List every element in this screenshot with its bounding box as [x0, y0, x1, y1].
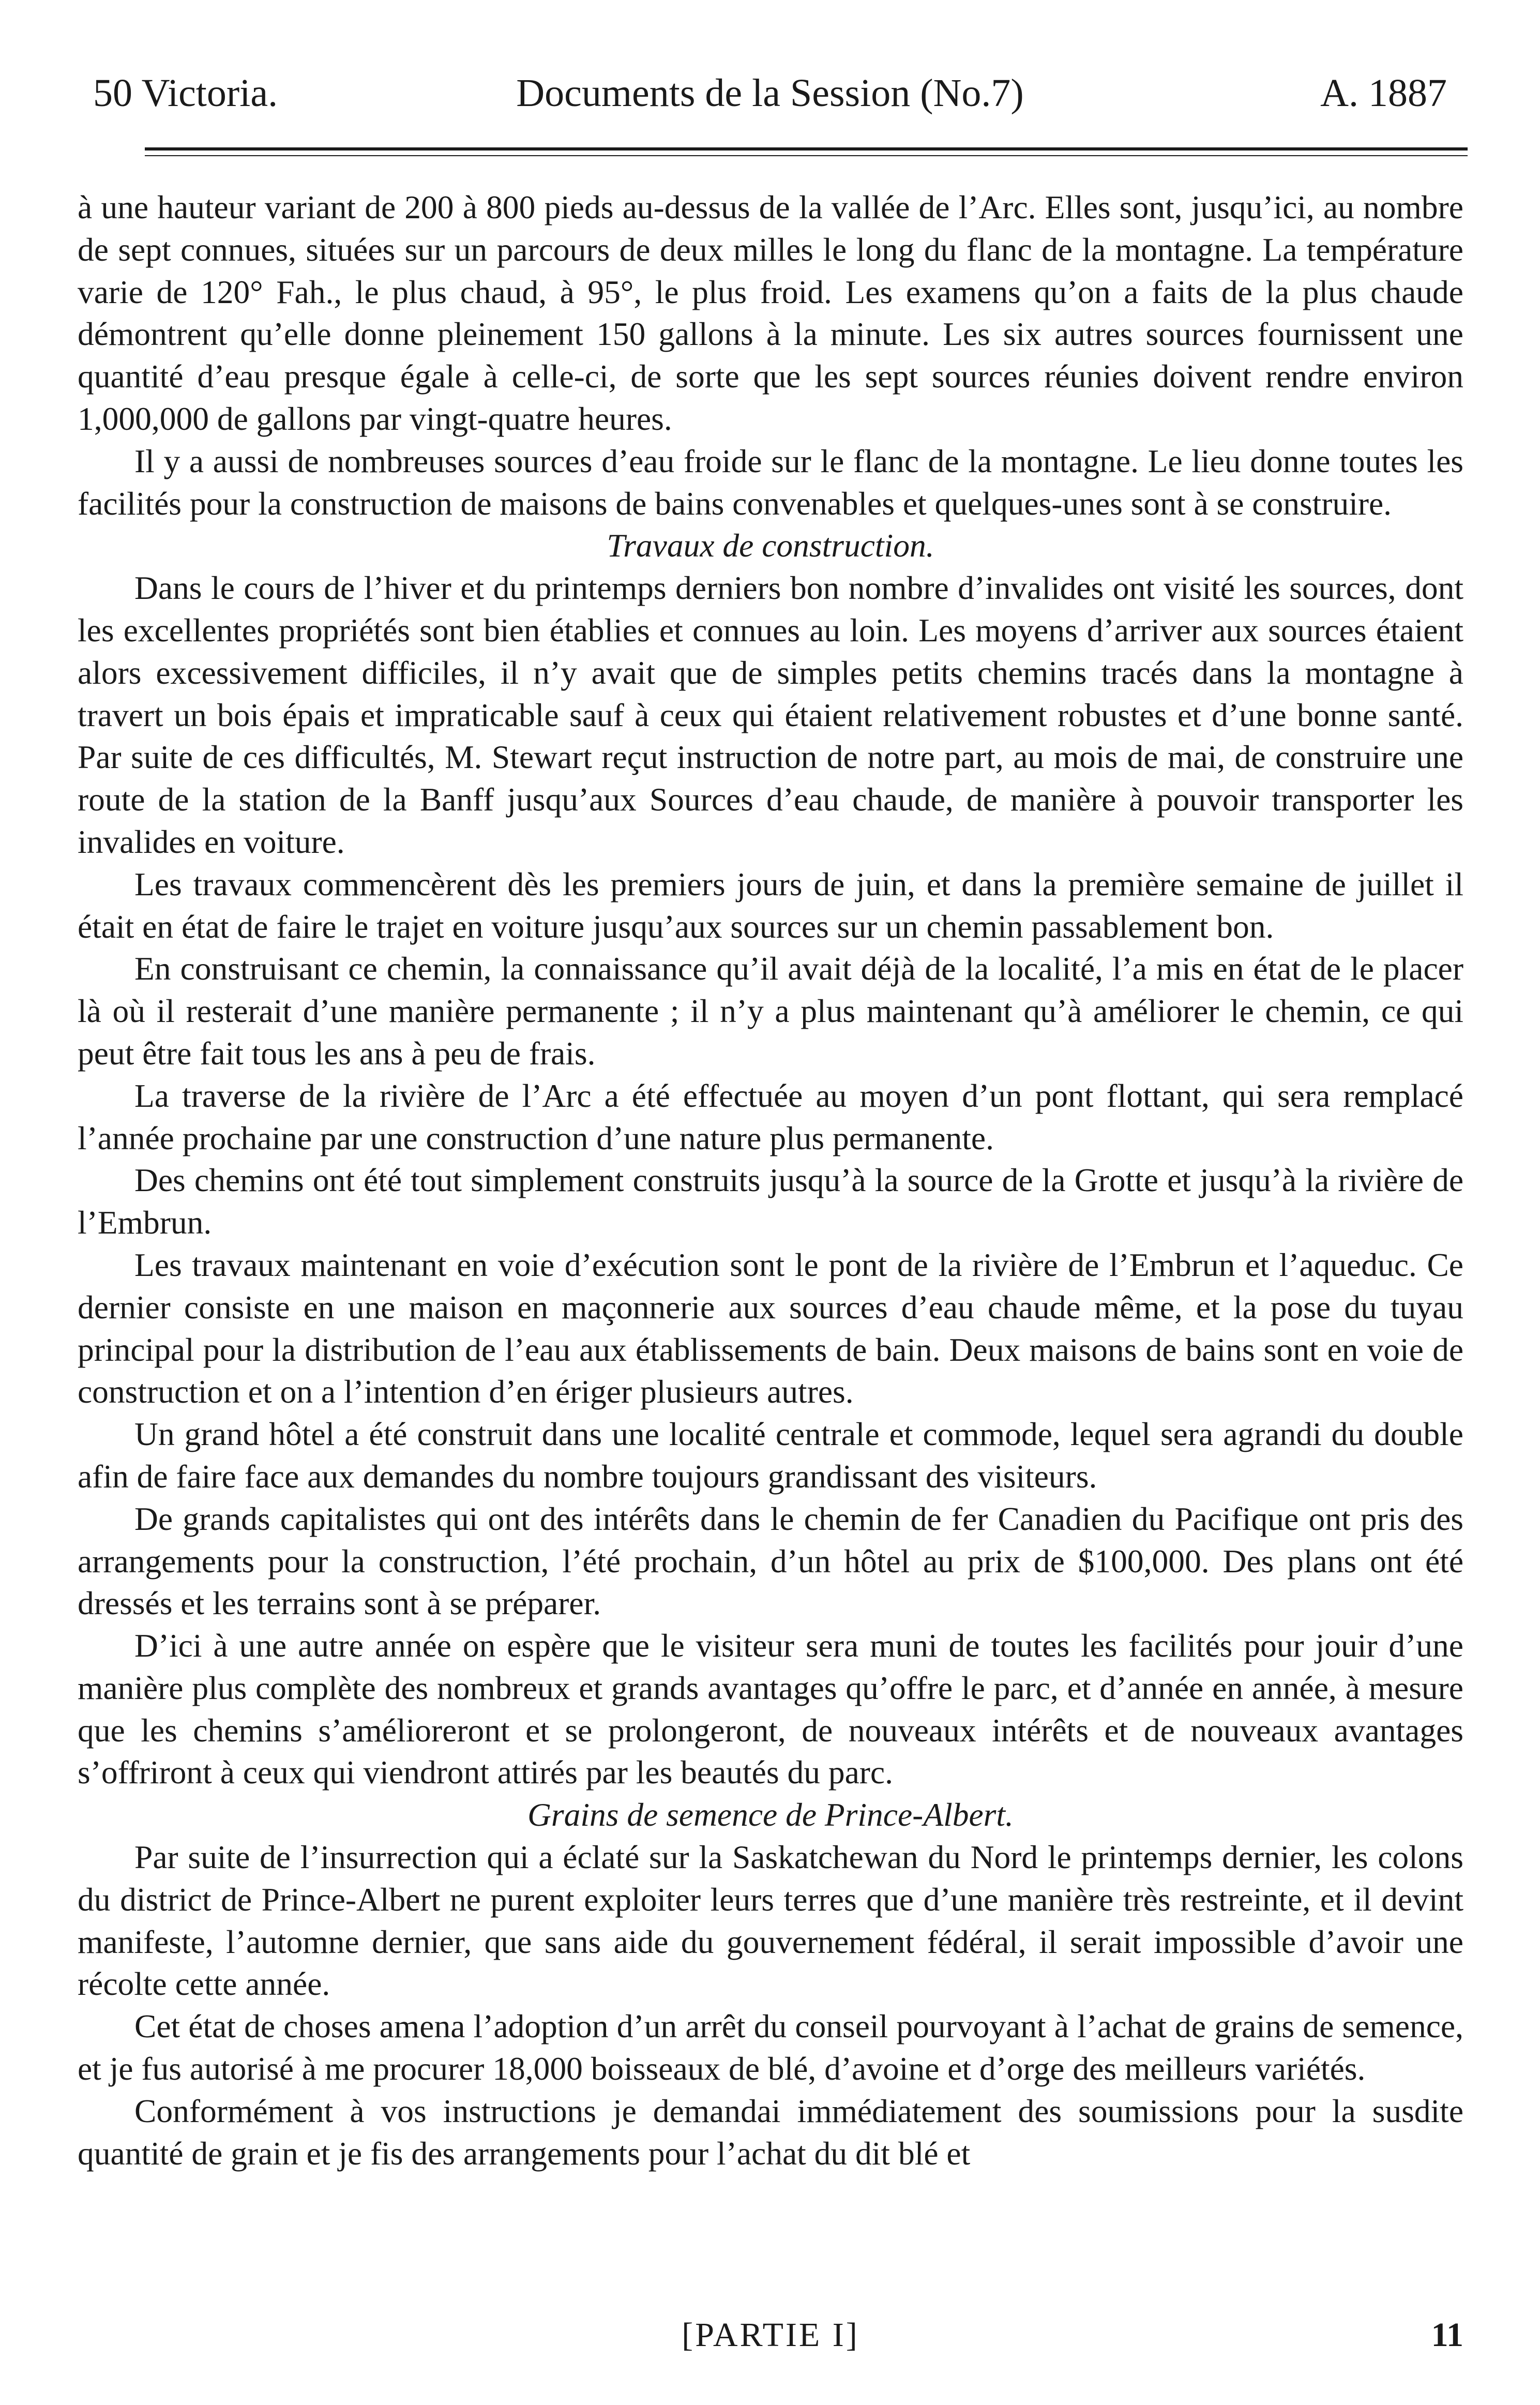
- paragraph: Cet état de choses amena l’adoption d’un arrêt du conseil pourvoyant à l’achat de grains de semence, et je fus autorisé à me procurer 18,000 boisseaux de blé, d’avoine et d’orge des meilleurs variétés.: [78, 2008, 1463, 2087]
- paragraph: La traverse de la rivière de l’Arc a été effectuée au moyen d’un pont flottant, qui sera remplacé l’année prochaine par une construction d’une nature plus permanente.: [78, 1077, 1463, 1156]
- header-title: Documents de la Session (No.7): [516, 71, 1024, 115]
- paragraph: En construisant ce chemin, la connaissance qu’il avait déjà de la localité, l’a mis en état de le placer là où il resterait d’une manière permanente ; il n’y a plus maintenant qu’à améliorer le chemin, ce qui peut être fait tous les ans à peu de frais.: [78, 950, 1463, 1072]
- paragraph: Il y a aussi de nombreuses sources d’eau froide sur le flanc de la montagne. Le lieu donne toutes les facilités pour la construction de maisons de bains convenables et quelques-unes sont à se construire.: [78, 442, 1463, 522]
- page-footer: [78, 2312, 1463, 2358]
- paragraph: De grands capitalistes qui ont des intérêts dans le chemin de fer Canadien du Pacifique ont pris des arrangements pour la construction, l’été prochain, d’un hôtel au prix de $100,000. Des plans ont été dressés et les terrains sont à se préparer.: [78, 1500, 1463, 1622]
- paragraph: D’ici à une autre année on espère que le visiteur sera muni de toutes les facilités pour jouir d’une manière plus complète des nombreux et grands avantages qu’offre le parc, et d’année en année, à mesure que les chemins s’amélioreront et se prolongeront, de nouveaux intérêts et de nouveaux avantages s’offriront à ceux qui viendront attirés par les beautés du parc.: [78, 1627, 1463, 1791]
- page-number: 11: [1431, 2316, 1463, 2354]
- header-volume: 50 Victoria.: [93, 71, 278, 115]
- paragraph: Dans le cours de l’hiver et du printemps derniers bon nombre d’invalides ont visité les sources, dont les excellentes propriétés sont bien établies et connues au loin. Les moyens d’arriver aux sources étaient alors excessivement difficiles, il n’y avait que de simples petits chemins tracés dans la montagne à travert un bois épais et impraticable sauf à ceux qui étaient relativement robustes et d’une bonne santé. Par suite de ces difficultés, M. Stewart reçut instruction de notre part, au mois de mai, de construire une route de la station de la Banff jusqu’aux Sources d’eau chaude, de manière à pouvoir transporter les invalides en voiture.: [78, 569, 1463, 860]
- header-year: A. 1887: [1320, 71, 1447, 115]
- paragraph: Conformément à vos instructions je demandai immédiatement des soumissions pour la susdite quantité de grain et je fis des arrangements pour l’achat du dit blé et: [78, 2092, 1463, 2172]
- document-body: [78, 186, 1463, 2174]
- section-heading: Grains de semence de Prince-Albert.: [527, 1796, 1014, 1833]
- paragraph: Par suite de l’insurrection qui a éclaté sur la Saskatchewan du Nord le printemps dernier, les colons du district de Prince-Albert ne purent exploiter leurs terres que d’une manière très restreinte, et il devint manifeste, l’automne dernier, que sans aide du gouvernement fédéral, il serait impossible d’avoir une récolte cette année.: [78, 1839, 1463, 2003]
- section-heading: Travaux de construction.: [607, 527, 934, 564]
- running-header: [72, 62, 1468, 124]
- paragraph: Des chemins ont été tout simplement construits jusqu’à la source de la Grotte et jusqu’à la rivière de l’Embrun.: [78, 1162, 1463, 1241]
- paragraph: à une hauteur variant de 200 à 800 pieds au-dessus de la vallée de l’Arc. Elles sont, jusqu’ici, au nombre de sept connues, situées sur un parcours de deux milles le long du flanc de la montagne. La température varie de 120° Fah., le plus chaud, à 95°, le plus froid. Les examens qu’on a faits de la plus chaude démontrent qu’elle donne pleinement 150 gallons à la minute. Les six autres sources fournissent une quantité d’eau presque égale à celle-ci, de sorte que les sept sources réunies doivent rendre environ 1,000,000 de gallons par vingt-quatre heures.: [78, 189, 1463, 437]
- header-rule-thin: [145, 155, 1468, 156]
- paragraph: Un grand hôtel a été construit dans une localité centrale et commode, lequel sera agrandi du double afin de faire face aux demandes du nombre toujours grandissant des visiteurs.: [78, 1416, 1463, 1495]
- paragraph: Les travaux commencèrent dès les premiers jours de juin, et dans la première semaine de juillet il était en état de faire le trajet en voiture jusqu’aux sources sur un chemin passablement bon.: [78, 865, 1463, 945]
- paragraph: Les travaux maintenant en voie d’exécution sont le pont de la rivière de l’Embrun et l’aqueduc. Ce dernier consiste en une maison en maçonnerie aux sources d’eau chaude même, et la pose du tuyau principal pour la distribution de l’eau aux établissements de bain. Deux maisons de bains sont en voie de construction et on a l’intention d’en ériger plusieurs autres.: [78, 1246, 1463, 1410]
- header-rule-thick: [145, 147, 1468, 151]
- footer-part-label: [PARTIE I]: [682, 2316, 859, 2354]
